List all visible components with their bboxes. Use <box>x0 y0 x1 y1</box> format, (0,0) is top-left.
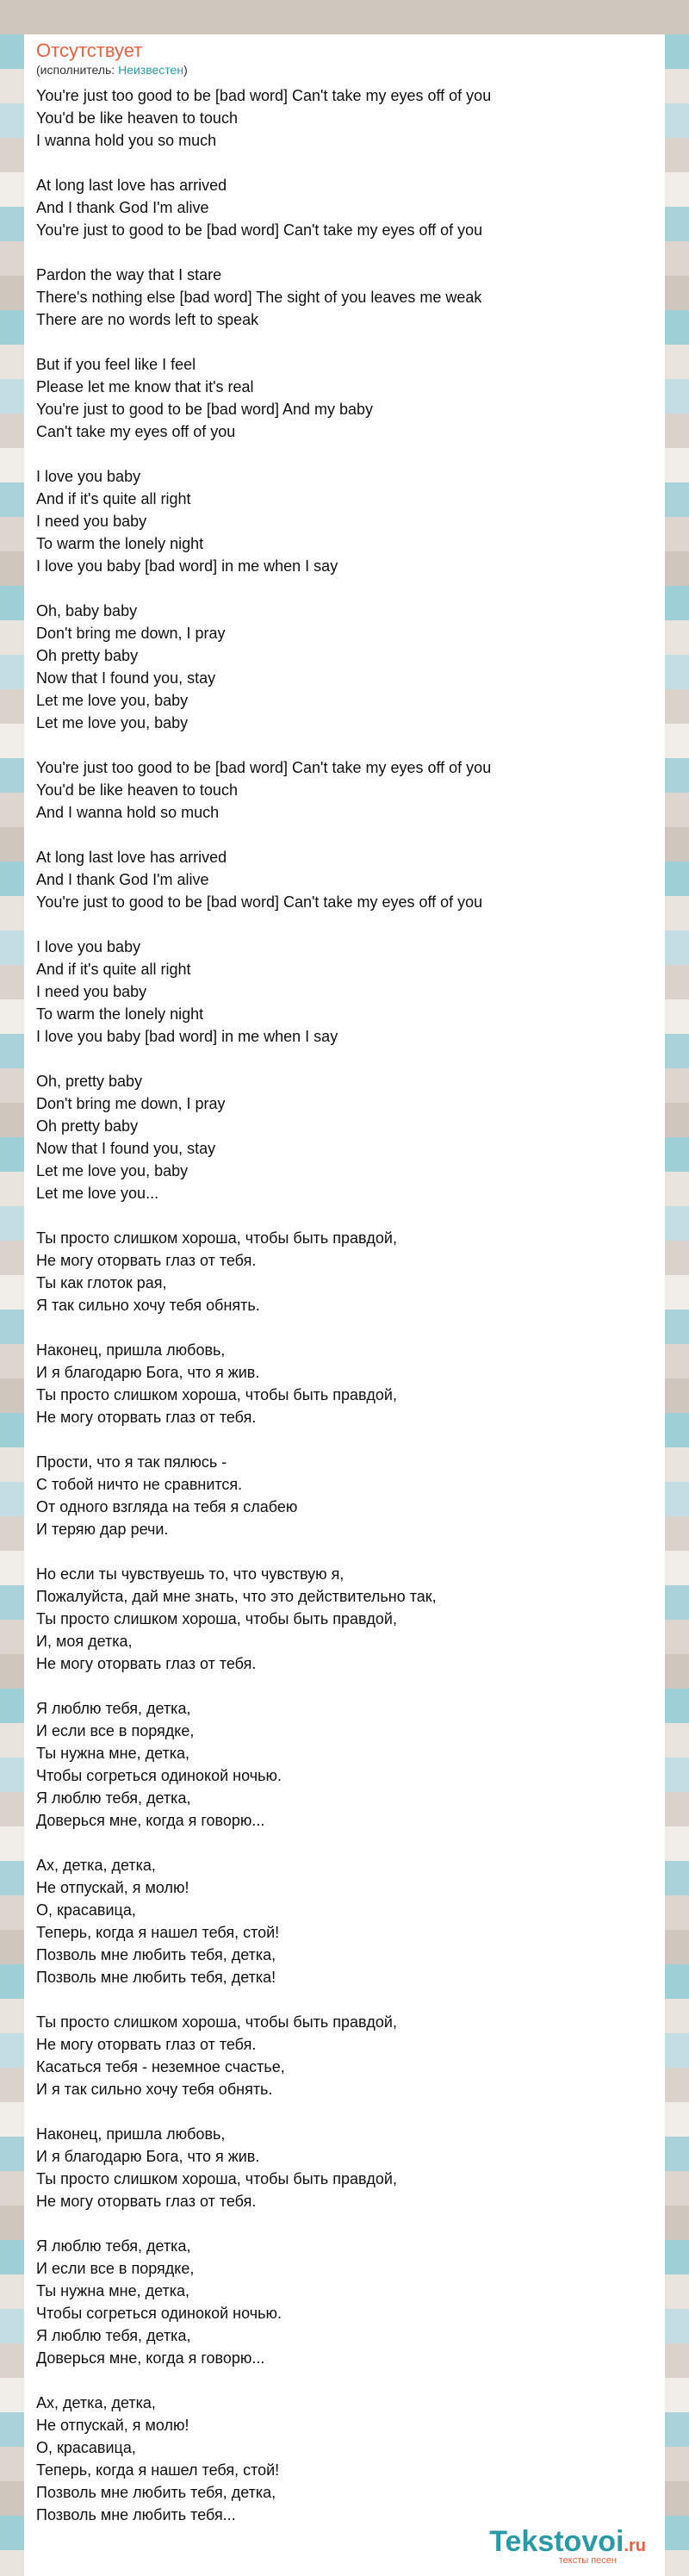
lyrics-line: Теперь, когда я нашел тебя, стой! <box>36 2461 280 2479</box>
lyrics-line: Доверься мне, когда я говорю... <box>36 1812 265 1829</box>
lyrics-line: And I thank God I'm alive <box>36 199 209 216</box>
logo-tld: .ru <box>624 2536 646 2555</box>
lyrics-line: I love you baby [bad word] in me when I say <box>36 557 338 575</box>
lyrics-stanza <box>36 1339 653 1428</box>
lyrics-line: Ты просто слишком хороша, чтобы быть правдой, <box>36 2013 397 2031</box>
lyrics-line: Теперь, когда я нашел тебя, стой! <box>36 1924 280 1941</box>
lyrics-line: Не могу оторвать глаз от тебя. <box>36 2193 257 2210</box>
lyrics-line: Пожалуйста, дай мне знать, что это действительно так, <box>36 1588 437 1605</box>
lyrics-stanza <box>36 2123 653 2212</box>
song-title: Отсутствует <box>36 40 143 61</box>
lyrics-line: Я люблю тебя, детка, <box>36 1700 191 1717</box>
lyrics-line: And I thank God I'm alive <box>36 871 209 888</box>
lyrics-stanza <box>36 936 653 1048</box>
logo-tagline: тексты песен <box>558 2555 617 2566</box>
lyrics-line: Не могу оторвать глаз от тебя. <box>36 1252 257 1269</box>
lyrics-line: Доверься мне, когда я говорю... <box>36 2349 265 2367</box>
lyrics-line: I love you baby [bad word] in me when I say <box>36 1028 338 1045</box>
lyrics-line: At long last love has arrived <box>36 177 227 194</box>
artist-line <box>36 62 653 78</box>
lyrics-line: Но если ты чувствуешь то, что чувствую я, <box>36 1565 344 1583</box>
lyrics-line: Can't take my eyes off of you <box>36 423 236 440</box>
lyrics-line: Oh pretty baby <box>36 1117 139 1135</box>
lyrics-line: Pardon the way that I stare <box>36 266 222 283</box>
lyrics-stanza <box>36 2392 653 2526</box>
logo-name: Tekstovoi <box>489 2525 624 2558</box>
lyrics-line: To warm the lonely night <box>36 1005 204 1023</box>
lyrics-line: Ты как глоток рая, <box>36 1274 167 1291</box>
lyrics-line: От одного взгляда на тебя я слабею <box>36 1498 298 1515</box>
lyrics-line: You're just too good to be [bad word] Can't take my eyes off of you <box>36 87 492 104</box>
lyrics-line: Let me love you, baby <box>36 1162 189 1179</box>
lyrics-line: Чтобы согреться одинокой ночью. <box>36 2305 282 2322</box>
lyrics-line: С тобой ничто не сравнится. <box>36 1476 243 1493</box>
lyrics-line: Please let me know that it's real <box>36 378 254 395</box>
lyrics-line: Я люблю тебя, детка, <box>36 1789 191 1807</box>
lyrics-line: Now that I found you, stay <box>36 1140 216 1157</box>
lyrics-line: Позволь мне любить тебя, детка! <box>36 1969 276 1986</box>
lyrics-stanza <box>36 1070 653 1204</box>
lyrics-line: Позволь мне любить тебя... <box>36 2506 236 2523</box>
lyrics-line: И я так сильно хочу тебя обнять. <box>36 2081 273 2098</box>
lyrics-stanza <box>36 846 653 913</box>
lyrics-line: Не могу оторвать глаз от тебя. <box>36 2036 257 2053</box>
lyrics-line: Касаться тебя - неземное счастье, <box>36 2058 285 2075</box>
lyrics-line: И если все в порядке, <box>36 2260 195 2277</box>
lyrics-line: Не могу оторвать глаз от тебя. <box>36 1409 257 1426</box>
lyrics-line: Ах, детка, детка, <box>36 1857 156 1874</box>
lyrics-line: Oh, baby baby <box>36 602 138 619</box>
lyrics-line: You're just to good to be [bad word] And my baby <box>36 401 374 418</box>
lyrics-line: И я благодарю Бога, что я жив. <box>36 1364 260 1381</box>
song-header <box>24 34 665 78</box>
lyrics-line: Позволь мне любить тебя, детка, <box>36 1946 276 1963</box>
lyrics-line: I need you baby <box>36 513 147 530</box>
lyrics-stanza <box>36 756 653 824</box>
lyrics-line: Наконец, пришла любовь, <box>36 1341 226 1359</box>
lyrics-line: Я люблю тебя, детка, <box>36 2237 191 2255</box>
lyrics-line: You're just to good to be [bad word] Can't take my eyes off of you <box>36 893 483 911</box>
lyrics-line: Чтобы согреться одинокой ночью. <box>36 1767 282 1784</box>
lyrics-line: Oh, pretty baby <box>36 1073 143 1090</box>
lyrics-page <box>24 34 665 2576</box>
lyrics-line: Don't bring me down, I pray <box>36 1095 226 1112</box>
lyrics-line: И я благодарю Бога, что я жив. <box>36 2148 260 2165</box>
lyrics-line: Oh pretty baby <box>36 647 139 664</box>
lyrics-line: Don't bring me down, I pray <box>36 625 226 642</box>
lyrics-text <box>24 78 665 2526</box>
lyrics-line: И, моя детка, <box>36 1633 133 1650</box>
lyrics-line: Не отпускай, я молю! <box>36 2417 189 2434</box>
lyrics-line: Now that I found you, stay <box>36 669 216 687</box>
lyrics-line: Прости, что я так пялюсь - <box>36 1453 227 1471</box>
lyrics-line: И теряю дар речи. <box>36 1521 169 1538</box>
lyrics-line: Let me love you... <box>36 1185 159 1202</box>
lyrics-line: And I wanna hold so much <box>36 804 220 821</box>
lyrics-line: You're just too good to be [bad word] Can't take my eyes off of you <box>36 759 492 776</box>
lyrics-stanza <box>36 84 653 152</box>
lyrics-line: But if you feel like I feel <box>36 356 196 373</box>
artist-link[interactable]: Неизвестен <box>118 63 184 77</box>
lyrics-stanza <box>36 600 653 734</box>
lyrics-line: There's nothing else [bad word] The sight of you leaves me weak <box>36 289 482 306</box>
lyrics-line: Не могу оторвать глаз от тебя. <box>36 1655 257 1672</box>
lyrics-line: Ты просто слишком хороша, чтобы быть правдой, <box>36 1386 397 1403</box>
lyrics-line: To warm the lonely night <box>36 535 204 552</box>
lyrics-line: О, красавица, <box>36 1901 136 1919</box>
artist-suffix: ) <box>183 63 188 77</box>
lyrics-line: And if it's quite all right <box>36 490 191 507</box>
lyrics-line: You'd be like heaven to touch <box>36 109 238 127</box>
lyrics-line: Ах, детка, детка, <box>36 2394 156 2411</box>
lyrics-stanza <box>36 2235 653 2369</box>
lyrics-line: Ты просто слишком хороша, чтобы быть правдой, <box>36 1610 397 1627</box>
lyrics-stanza <box>36 1451 653 1540</box>
lyrics-line: There are no words left to speak <box>36 311 259 328</box>
lyrics-stanza <box>36 1563 653 1675</box>
lyrics-line: И если все в порядке, <box>36 1722 195 1739</box>
lyrics-line: At long last love has arrived <box>36 849 227 866</box>
lyrics-line: And if it's quite all right <box>36 961 191 978</box>
lyrics-line: You're just to good to be [bad word] Can't take my eyes off of you <box>36 221 483 239</box>
lyrics-line: Let me love you, baby <box>36 714 189 731</box>
lyrics-stanza <box>36 264 653 331</box>
lyrics-line: Позволь мне любить тебя, детка, <box>36 2484 276 2501</box>
lyrics-line: Let me love you, baby <box>36 692 189 709</box>
lyrics-line: Ты просто слишком хороша, чтобы быть правдой, <box>36 1229 397 1247</box>
lyrics-stanza <box>36 2011 653 2100</box>
lyrics-stanza <box>36 465 653 577</box>
artist-prefix: (исполнитель: <box>36 63 119 77</box>
lyrics-line: I need you baby <box>36 983 147 1000</box>
lyrics-line: Я так сильно хочу тебя обнять. <box>36 1297 260 1314</box>
lyrics-line: I love you baby <box>36 938 141 955</box>
lyrics-line: Ты нужна мне, детка, <box>36 1745 190 1762</box>
lyrics-stanza <box>36 1697 653 1832</box>
lyrics-stanza <box>36 1854 653 1988</box>
lyrics-line: Ты нужна мне, детка, <box>36 2282 190 2299</box>
lyrics-line: Наконец, пришла любовь, <box>36 2125 226 2143</box>
lyrics-stanza <box>36 174 653 241</box>
lyrics-line: I wanna hold you so much <box>36 132 217 149</box>
lyrics-stanza <box>36 353 653 443</box>
lyrics-line: Я люблю тебя, детка, <box>36 2327 191 2344</box>
lyrics-line: You'd be like heaven to touch <box>36 781 238 799</box>
lyrics-line: Не отпускай, я молю! <box>36 1879 189 1896</box>
lyrics-stanza <box>36 1227 653 1316</box>
site-logo[interactable] <box>489 2525 646 2566</box>
lyrics-line: I love you baby <box>36 468 141 485</box>
lyrics-line: Ты просто слишком хороша, чтобы быть правдой, <box>36 2170 397 2187</box>
lyrics-line: О, красавица, <box>36 2439 136 2456</box>
